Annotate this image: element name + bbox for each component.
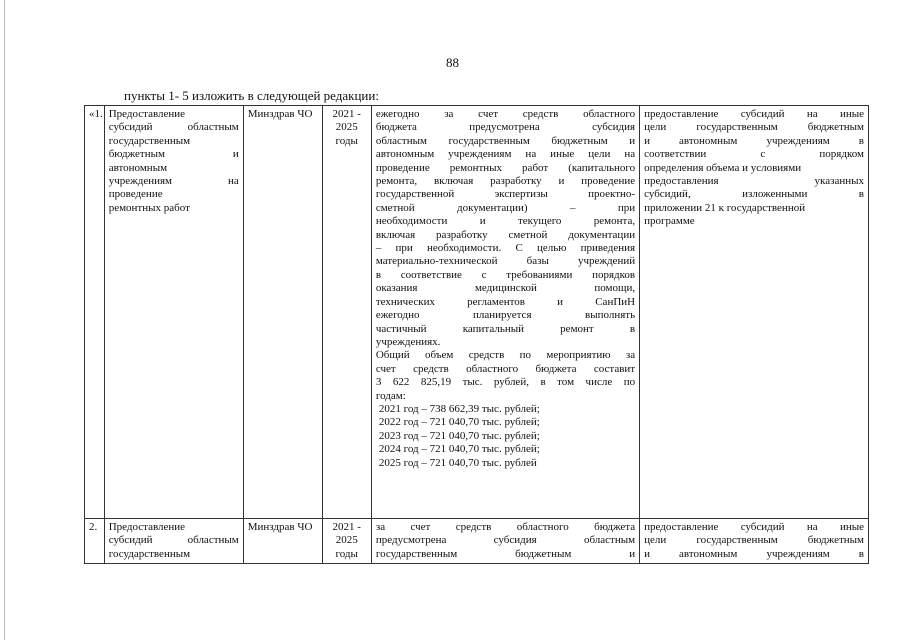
term-line: 2021 - — [332, 108, 361, 120]
measure-name-line: ремонтных работ — [108, 201, 190, 214]
term-line: 2025 — [335, 534, 358, 547]
description-line: частичный капитальный ремонт в — [375, 322, 636, 335]
intro-text: пункты 1- 5 изложить в следующей редакции: — [124, 88, 379, 103]
year-amount-line: 2024 год – 721 040,70 тыс. рублей; — [378, 443, 540, 456]
measure-name-line: субсидий областным — [108, 534, 239, 547]
description-line: необходимости и текущего ремонта, — [375, 215, 636, 228]
description-line: в соответствие с требованиями порядков — [375, 268, 636, 281]
measure-name-line: бюджетным и — [108, 148, 239, 161]
term-cell — [322, 519, 371, 564]
term-line: 2021 - — [332, 521, 361, 533]
table-row — [85, 106, 869, 519]
total-line: годам: — [375, 389, 406, 402]
executor-cell: Минздрав ЧО — [243, 519, 322, 564]
description-line: материально-технической базы учреждений — [375, 255, 636, 268]
measure-name-cell — [104, 519, 243, 564]
measures-table — [84, 105, 869, 564]
measure-name-line: автономным — [108, 161, 168, 174]
note-line: предоставление субсидий на иные — [644, 521, 864, 533]
note-line: предоставления указанных — [644, 175, 864, 188]
measure-name-line: государственным — [108, 547, 191, 560]
measure-name-line: Предоставление — [108, 521, 186, 533]
description-line: предусмотрена субсидия областным — [375, 534, 636, 547]
year-amount-line: 2021 год – 738 662,39 тыс. рублей; — [378, 402, 540, 415]
description-line: учреждениях. — [375, 335, 441, 348]
description-line: государственным бюджетным и — [375, 547, 636, 560]
year-amount-line: 2022 год – 721 040,70 тыс. рублей; — [378, 416, 540, 429]
note-line: соответствии с порядком — [644, 148, 864, 161]
description-line: оказания медицинской помощи, — [375, 282, 636, 295]
scan-edge-line — [4, 0, 5, 640]
year-amount-line: 2025 год – 721 040,70 тыс. рублей — [378, 456, 537, 469]
page-number: 88 — [446, 55, 459, 70]
note-line: и автономным учреждениям в — [644, 134, 864, 147]
note-line: субсидий, изложенными в — [644, 188, 864, 201]
total-line: 3 622 825,19 тыс. рублей, в том числе по — [375, 376, 636, 389]
measure-name-cell — [104, 106, 243, 519]
description-cell — [371, 106, 639, 519]
note-line: приложении 21 к государственной — [644, 201, 806, 214]
term-line: годы — [335, 547, 358, 560]
description-line: государственной экспертизы проектно- — [375, 188, 636, 201]
note-cell — [640, 519, 869, 564]
note-cell — [640, 106, 869, 519]
description-line: автономным учреждениям на иные цели на — [375, 148, 636, 161]
description-line: ремонта, включая разработку и проведение — [375, 175, 636, 188]
description-line: включая разработку сметной документации — [375, 228, 636, 241]
note-line: определения объема и условиями — [644, 161, 802, 174]
term-line: 2025 — [335, 121, 358, 134]
description-line: областным государственным бюджетным и — [375, 134, 636, 147]
description-line: ежегодно планируется выполнять — [375, 309, 636, 322]
term-line: годы — [335, 134, 358, 147]
description-line: сметной документации) – при — [375, 201, 636, 214]
total-line: счет средств областного бюджета составит — [375, 362, 636, 375]
note-line: предоставление субсидий на иные — [644, 108, 864, 120]
description-cell — [371, 519, 639, 564]
row-number: 2. — [85, 519, 105, 564]
description-line: технических регламентов и СанПиН — [375, 295, 636, 308]
row-number: «1. — [85, 106, 105, 519]
description-line: за счет средств областного бюджета — [375, 521, 636, 533]
description-line: ежегодно за счет средств областного — [375, 108, 636, 120]
description-line: – при необходимости. С целью приведения — [375, 242, 636, 255]
description-line: бюджета предусмотрена субсидия — [375, 121, 636, 134]
note-line: цели государственным бюджетным — [644, 534, 864, 547]
note-line: цели государственным бюджетным — [644, 121, 864, 134]
measure-name-line: учреждениям на — [108, 175, 239, 188]
description-line: проведение ремонтных работ (капитального — [375, 161, 636, 174]
table-row — [85, 519, 869, 564]
note-line: и автономным учреждениям в — [644, 547, 864, 560]
measure-name-line: проведение — [108, 188, 163, 201]
measure-name-line: Предоставление — [108, 108, 186, 120]
measure-name-line: государственным — [108, 134, 191, 147]
executor-cell: Минздрав ЧО — [243, 106, 322, 519]
year-amount-line: 2023 год – 721 040,70 тыс. рублей; — [378, 429, 540, 442]
term-cell — [322, 106, 371, 519]
note-line: программе — [644, 215, 695, 228]
measure-name-line: субсидий областным — [108, 121, 239, 134]
total-line: Общий объем средств по мероприятию за — [375, 349, 636, 362]
